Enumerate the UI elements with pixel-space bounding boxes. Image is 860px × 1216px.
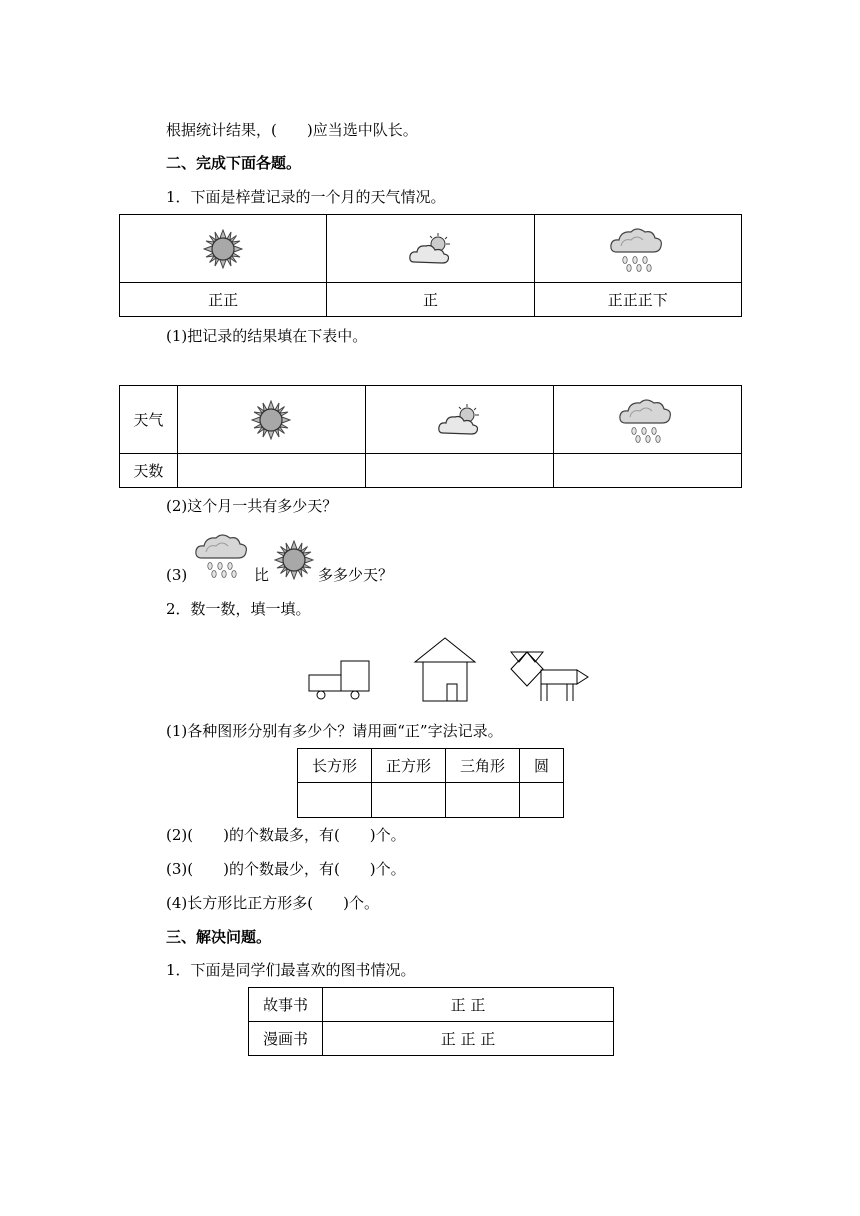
days-answer-cell[interactable]	[365, 454, 553, 488]
weather-summary-cell	[365, 386, 553, 454]
books-table	[248, 987, 614, 1056]
shape-count-cell[interactable]	[372, 783, 446, 818]
section-2-heading: 二、完成下面各题。	[166, 154, 302, 172]
question-2-part-1: (1)各种图形分别有多少个？请用画“正”字法记录。	[166, 722, 503, 740]
book-tally: 正 正	[323, 988, 614, 1022]
question-2-part-2: (2)( )的个数最多，有( )个。	[166, 826, 406, 844]
header-rectangle: 长方形	[298, 749, 372, 783]
line-election-result: 根据统计结果，( )应当选中队长。	[166, 121, 418, 139]
row-label-days: 天数	[120, 454, 178, 488]
row-label-weather: 天气	[120, 386, 178, 454]
weather-record-table	[119, 214, 742, 317]
book-label: 漫画书	[249, 1022, 323, 1056]
weather-record-cell	[120, 215, 327, 283]
question-2-part-3: (3)( )的个数最少，有( )个。	[166, 860, 406, 878]
shape-count-cell[interactable]	[520, 783, 564, 818]
days-answer-cell[interactable]	[177, 454, 365, 488]
tally-cell: 正正	[120, 283, 327, 317]
question-2: 2．数一数，填一填。	[166, 600, 311, 618]
shape-count-cell[interactable]	[446, 783, 520, 818]
question-1-part-3-label: (3)	[166, 566, 188, 584]
truck-figure	[309, 661, 369, 699]
weather-record-cell	[327, 215, 534, 283]
question-1-part-3-tail: 多多少天？	[318, 566, 394, 584]
weather-summary-cell	[553, 386, 741, 454]
header-square: 正方形	[372, 749, 446, 783]
partly-cloudy-icon	[437, 403, 481, 437]
animal-figure	[511, 652, 588, 701]
book-label: 故事书	[249, 988, 323, 1022]
question-3: 1．下面是同学们最喜欢的图书情况。	[166, 961, 416, 979]
header-triangle: 三角形	[446, 749, 520, 783]
question-1-part-1: (1)把记录的结果填在下表中。	[166, 327, 368, 345]
question-1-weather: 1．下面是梓萱记录的一个月的天气情况。	[166, 188, 446, 206]
shape-count-cell[interactable]	[298, 783, 372, 818]
weather-summary-table	[119, 385, 742, 488]
weather-record-cell	[534, 215, 741, 283]
rain-icon	[618, 395, 676, 445]
sun-icon	[203, 229, 243, 269]
header-circle: 圆	[520, 749, 564, 783]
question-1-part-2: (2)这个月一共有多少天？	[166, 497, 338, 515]
question-2-part-4: (4)长方形比正方形多( )个。	[166, 894, 379, 912]
weather-summary-cell	[177, 386, 365, 454]
shape-drawings	[305, 634, 595, 706]
tally-cell: 正	[327, 283, 534, 317]
tally-cell: 正正正下	[534, 283, 741, 317]
question-1-part-3-compare: 比	[254, 566, 270, 584]
shape-count-table	[297, 748, 564, 818]
partly-cloudy-icon	[408, 232, 452, 266]
book-tally: 正 正 正	[323, 1022, 614, 1056]
section-3-heading: 三、解决问题。	[166, 928, 272, 946]
house-figure	[415, 638, 475, 701]
rain-icon	[194, 530, 252, 580]
rain-icon	[609, 224, 667, 274]
sun-icon	[274, 540, 314, 580]
sun-icon	[251, 400, 291, 440]
days-answer-cell[interactable]	[553, 454, 741, 488]
